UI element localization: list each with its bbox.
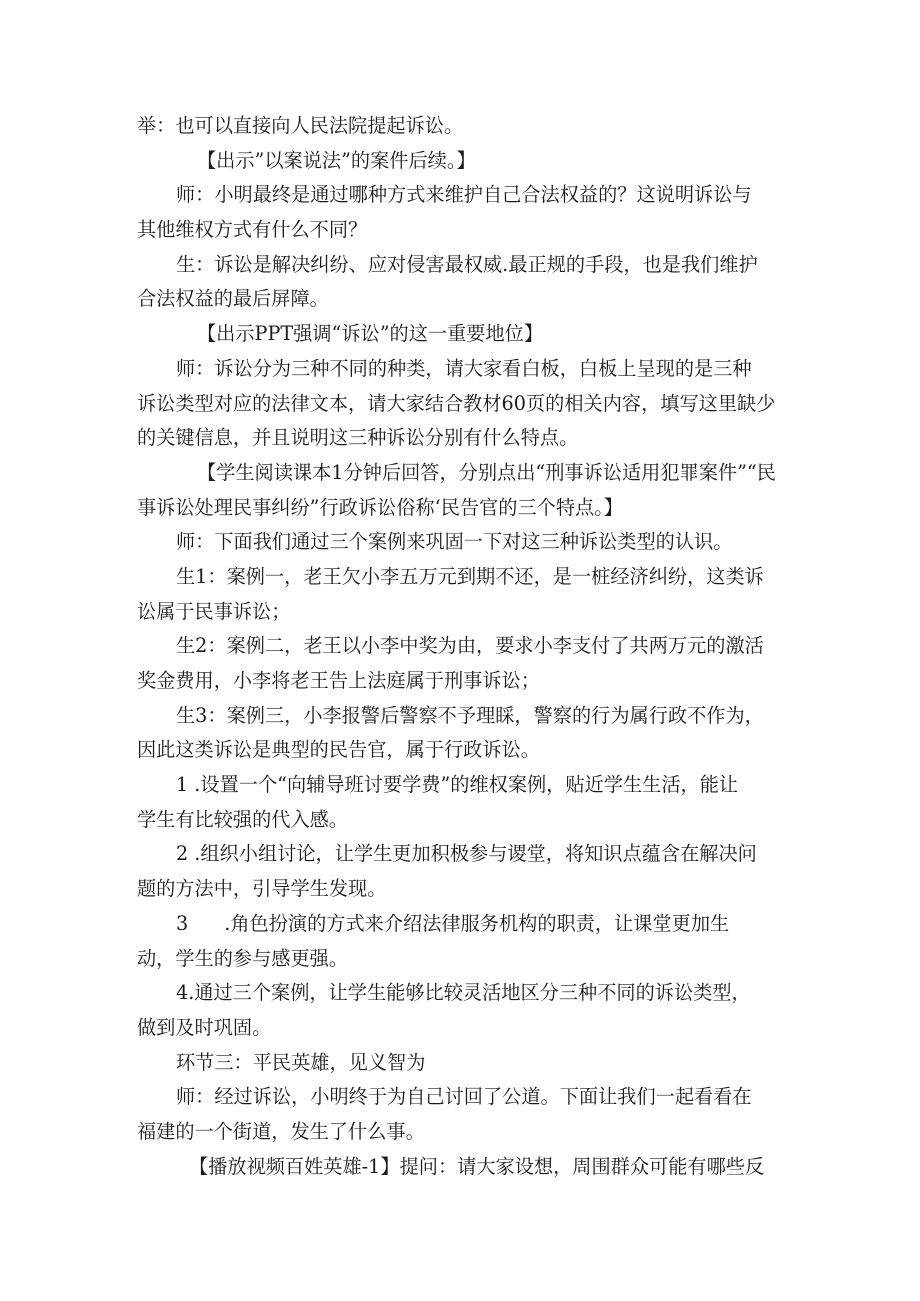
paragraph-line: 学生有比较强的代入感。 xyxy=(137,807,349,831)
paragraph-line: 2 .组织小组讨论，让学生更加积极参与谡堂，将知识点蕴含在解决问 xyxy=(176,842,757,866)
paragraph-line: 做到及时巩固。 xyxy=(137,1015,272,1039)
list-text: .角色扮演的方式来介绍法律服务机构的职责，让课堂更加生 xyxy=(224,911,730,935)
paragraph-line: 因此这类诉讼是典型的民告官，属于行政诉讼。 xyxy=(137,738,540,762)
paragraph-line: 1 .设置一个“向辅导班讨要学费”的维权案例，贴近学生生活，能让 xyxy=(176,773,739,797)
paragraph-line: 合法权益的最后屏障。 xyxy=(137,287,329,311)
paragraph-line: 【学生阅读课本1分钟后回答，分别点出“刑事诉讼适用犯罪案件”“民 xyxy=(197,460,776,484)
paragraph-line: 奖金费用，小李将老王告上法庭属于刑事诉讼； xyxy=(137,669,540,692)
paragraph-line: 诉讼类型对应的法律文本，请大家结合教材60页的相关内容，填写这里缺少 xyxy=(137,391,776,415)
paragraph-line: 其他维权方式有什么不同？ xyxy=(137,218,368,242)
paragraph-line: 师：下面我们通过三个案例来巩固一下对这三种诉讼类型的认识。 xyxy=(176,530,733,554)
document-body xyxy=(137,109,793,1184)
paragraph-line: 4.通过三个案例，让学生能够比较灵活地区分三种不同的诉讼类型， xyxy=(176,981,751,1005)
paragraph-line: 【播放视频百姓英雄-1】提问：请大家设想，周围群众可能有哪些反 xyxy=(189,1154,765,1178)
paragraph-line: 生2：案例二，老王以小李中奖为由，要求小李支付了共两万元的激活 xyxy=(176,634,764,658)
paragraph-line: 讼属于民事诉讼； xyxy=(137,599,291,623)
paragraph-line: 的关键信息，并且说明这三种诉讼分别有什么特点。 xyxy=(137,426,579,450)
paragraph-line xyxy=(137,907,793,942)
paragraph-line: 【出示PPT强调“诉讼”的这一重要地位】 xyxy=(197,322,544,346)
paragraph-line: 师：诉讼分为三种不同的种类，请大家看白板，白板上呈现的是三种 xyxy=(176,356,752,380)
section-heading: 环节三：平民英雄，见义智为 xyxy=(176,1050,426,1074)
list-number: 3 xyxy=(176,911,189,935)
paragraph-line: 生1：案例一，老王欠小李五万元到期不还，是一桩经济纠纷，这类诉 xyxy=(176,564,764,588)
paragraph-line: 举：也可以直接向人民法院提起诉讼。 xyxy=(137,114,464,137)
paragraph-line: 师：经过诉讼，小明终于为自己讨回了公道。下面让我们一起看看在 xyxy=(176,1085,752,1109)
paragraph-line: 【出示”以案说法”的案件后续。】 xyxy=(197,148,476,172)
paragraph-line: 题的方法中，引导学生发现。 xyxy=(137,877,387,901)
paragraph-line: 师：小明最终是通过哪种方式来维护自己合法权益的？这说明诉讼与 xyxy=(176,183,752,207)
paragraph-line: 动，学生的参与感更强。 xyxy=(137,946,349,970)
paragraph-line: 福建的一个街道，发生了什么事。 xyxy=(137,1119,425,1143)
paragraph-line: 生：诉讼是解决纠纷、应对侵害最权威.最正规的手段，也是我们维护 xyxy=(176,252,758,276)
paragraph-line: 生3：案例三，小李报警后警察不予理睬，警察的行为属行政不作为， xyxy=(176,703,764,727)
paragraph-line: 事诉讼处理民事纠纷”行政诉讼俗称‘民告官的三个特点。】 xyxy=(137,495,623,519)
